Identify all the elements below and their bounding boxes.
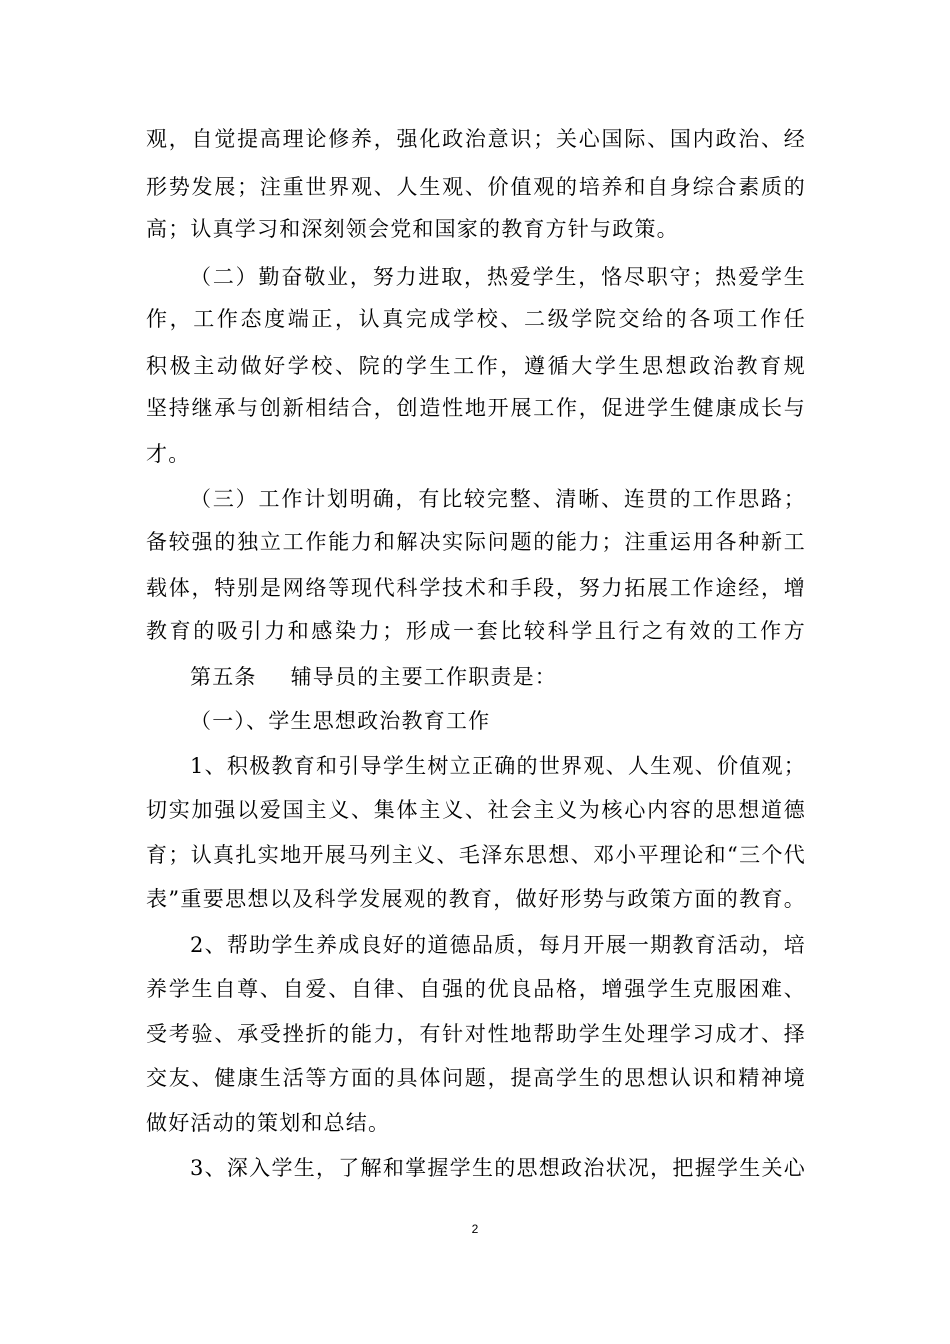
text-line: 切实加强以爱国主义、集体主义、社会主义为核心内容的思想道德 [146,798,806,822]
paragraph-3-heading-line: （三）工作计划明确，有比较完整、清晰、连贯的工作思路； [190,487,806,511]
text-line: 高；认真学习和深刻领会党和国家的教育方针与政策。 [146,217,679,241]
text-line: 载体，特别是网络等现代科学技术和手段，努力拓展工作途经，增 [146,576,806,600]
article-number: 第五条 [190,665,257,689]
article-heading [190,662,850,692]
text-line: 形势发展；注重世界观、人生观、价值观的培养和自身综合素质的 [146,175,806,199]
text-line: 观，自觉提高理论修养，强化政治意识；关心国际、国内政治、经 [146,127,806,151]
item-2-first-line: 2、帮助学生养成良好的道德品质，每月开展一期教育活动，培 [190,933,806,957]
text-line: 受考验、承受挫折的能力，有针对性地帮助学生处理学习成才、择 [146,1022,806,1046]
text-line: 表”重要思想以及科学发展观的教育，做好形势与政策方面的教育。 [146,887,806,911]
article-title: 辅导员的主要工作职责是： [290,665,558,689]
text-line: 作，工作态度端正，认真完成学校、二级学院交给的各项工作任 [146,307,806,331]
text-line: 才。 [146,442,191,466]
text-line: 交友、健康生活等方面的具体问题，提高学生的思想认识和精神境 [146,1066,806,1090]
item-3-first-line: 3、深入学生，了解和掌握学生的思想政治状况，把握学生关心 [190,1156,806,1180]
text-line: 坚持继承与创新相结合，创造性地开展工作，促进学生健康成长与 [146,396,806,420]
text-line: 教育的吸引力和感染力；形成一套比较科学且行之有效的工作方 [146,619,806,643]
text-line: 做好活动的策划和总结。 [146,1111,391,1135]
text-line: 养学生自尊、自爱、自律、自强的优良品格，增强学生克服困难、 [146,977,806,1001]
paragraph-2-heading-line: （二）勤奋敬业，努力进取，热爱学生，恪尽职守；热爱学生 [190,265,806,289]
text-line: 育；认真扎实地开展马列主义、毛泽东思想、邓小平理论和“三个代 [146,843,806,867]
page-number: 2 [471,1222,479,1236]
item-1-first-line: 1、积极教育和引导学生树立正确的世界观、人生观、价值观； [190,754,806,778]
section-heading: （一）、学生思想政治教育工作 [190,709,491,733]
text-line: 积极主动做好学校、院的学生工作，遵循大学生思想政治教育规 [146,354,806,378]
text-line: 备较强的独立工作能力和解决实际问题的能力；注重运用各种新工 [146,530,806,554]
